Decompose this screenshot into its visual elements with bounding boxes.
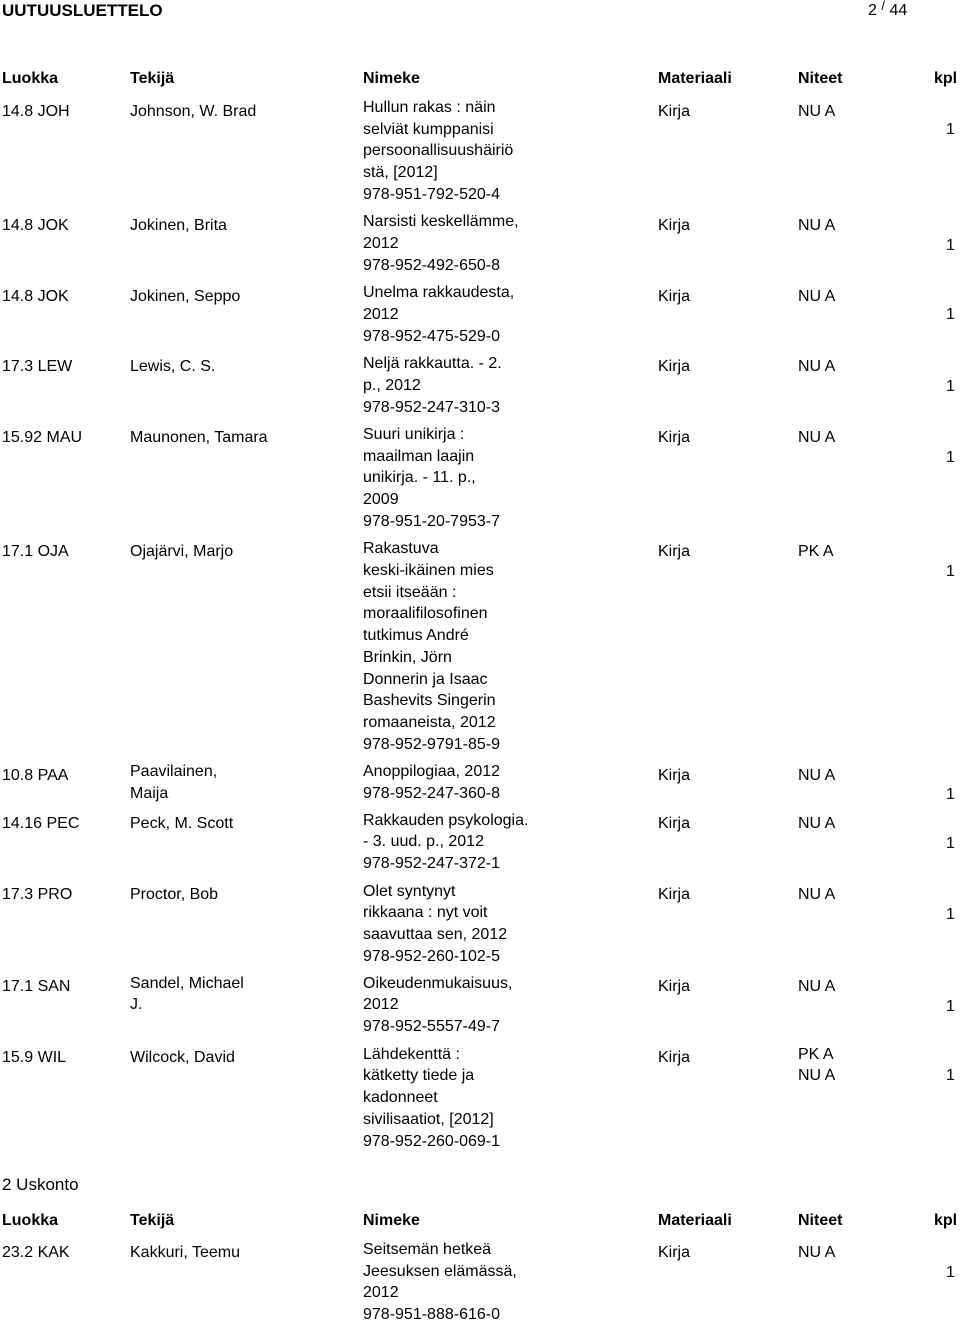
cell-nimeke: Hullun rakas : näin xyxy=(363,99,496,116)
cell-niteet: NU A xyxy=(798,217,836,234)
cell-niteet: NU A xyxy=(798,1244,836,1261)
cell-luokka: 14.16 PEC xyxy=(2,815,80,832)
page-separator: / xyxy=(881,0,885,13)
page-title: UUTUUSLUETTELO xyxy=(2,1,163,20)
cell-nimeke: Rakkauden psykologia. xyxy=(363,812,529,829)
cell-niteet: PK A xyxy=(798,543,834,560)
cell-tekija: Proctor, Bob xyxy=(130,886,219,903)
header-kpl: kpl xyxy=(934,1212,958,1229)
cell-nimeke: romaaneista, 2012 xyxy=(363,714,496,731)
cell-luokka: 14.8 JOK xyxy=(2,288,69,305)
cell-tekija: Lewis, C. S. xyxy=(130,358,216,375)
header-niteet: Niteet xyxy=(798,1212,843,1229)
cell-tekija: Peck, M. Scott xyxy=(130,815,234,832)
cell-materiaali: Kirja xyxy=(658,103,691,120)
header-niteet: Niteet xyxy=(798,70,843,87)
cell-luokka: 15.92 MAU xyxy=(2,429,83,446)
cell-luokka: 17.1 OJA xyxy=(2,543,69,560)
page-total: 44 xyxy=(889,2,908,19)
cell-luokka: 17.3 PRO xyxy=(2,886,73,903)
cell-isbn: 978-952-260-102-5 xyxy=(363,948,500,965)
cell-isbn: 978-952-247-310-3 xyxy=(363,399,500,416)
cell-nimeke: saavuttaa sen, 2012 xyxy=(363,926,508,943)
cell-tekija: J. xyxy=(130,996,143,1013)
cell-materiaali: Kirja xyxy=(658,288,691,305)
cell-materiaali: Kirja xyxy=(658,978,691,995)
header-nimeke: Nimeke xyxy=(363,1212,420,1229)
cell-isbn: 978-951-792-520-4 xyxy=(363,186,500,203)
cell-materiaali: Kirja xyxy=(658,767,691,784)
cell-kpl: 1 xyxy=(946,378,955,395)
cell-isbn: 978-952-475-529-0 xyxy=(363,328,500,345)
cell-nimeke: Olet syntynyt xyxy=(363,883,456,900)
header-nimeke: Nimeke xyxy=(363,70,420,87)
cell-tekija: Maunonen, Tamara xyxy=(130,429,268,446)
cell-materiaali: Kirja xyxy=(658,429,691,446)
cell-isbn: 978-952-247-360-8 xyxy=(363,785,500,802)
cell-tekija: Sandel, Michael xyxy=(130,975,244,992)
cell-isbn: 978-952-9791-85-9 xyxy=(363,736,500,753)
cell-tekija: Maija xyxy=(130,785,169,802)
cell-kpl: 1 xyxy=(946,449,955,466)
cell-nimeke: Suuri unikirja : xyxy=(363,426,465,443)
cell-nimeke: tutkimus André xyxy=(363,627,469,644)
page-current: 2 xyxy=(868,2,877,19)
cell-nimeke: Seitsemän hetkeä xyxy=(363,1241,492,1258)
cell-niteet: NU A xyxy=(798,288,836,305)
cell-niteet: NU A xyxy=(798,358,836,375)
header-materiaali: Materiaali xyxy=(658,1212,732,1229)
cell-luokka: 10.8 PAA xyxy=(2,767,69,784)
cell-nimeke: Lähdekenttä : xyxy=(363,1046,460,1063)
cell-materiaali: Kirja xyxy=(658,1244,691,1261)
cell-kpl: 1 xyxy=(946,121,955,138)
cell-nimeke: 2012 xyxy=(363,306,399,323)
header-tekija: Tekijä xyxy=(130,70,175,87)
cell-nimeke: Neljä rakkautta. - 2. xyxy=(363,355,502,372)
cell-nimeke: p., 2012 xyxy=(363,377,421,394)
cell-materiaali: Kirja xyxy=(658,358,691,375)
cell-nimeke: stä, [2012] xyxy=(363,164,438,181)
cell-luokka: 14.8 JOK xyxy=(2,217,69,234)
cell-nimeke: Unelma rakkaudesta, xyxy=(363,284,515,301)
cell-materiaali: Kirja xyxy=(658,886,691,903)
cell-nimeke: 2012 xyxy=(363,235,399,252)
cell-nimeke: 2012 xyxy=(363,996,399,1013)
cell-kpl: 1 xyxy=(946,1264,955,1281)
header-luokka: Luokka xyxy=(2,1212,59,1229)
cell-kpl: 1 xyxy=(946,998,955,1015)
cell-materiaali: Kirja xyxy=(658,217,691,234)
header-kpl: kpl xyxy=(934,70,958,87)
cell-luokka: 15.9 WIL xyxy=(2,1049,67,1066)
cell-nimeke: rikkaana : nyt voit xyxy=(363,904,488,921)
cell-nimeke: kadonneet xyxy=(363,1089,438,1106)
section-title: 2 Uskonto xyxy=(2,1175,79,1194)
cell-isbn: 978-951-888-616-0 xyxy=(363,1306,500,1323)
cell-luokka: 14.8 JOH xyxy=(2,103,70,120)
cell-nimeke: Narsisti keskellämme, xyxy=(363,213,519,230)
cell-kpl: 1 xyxy=(946,786,955,803)
cell-nimeke: moraalifilosofinen xyxy=(363,605,488,622)
page-number xyxy=(868,0,907,22)
cell-kpl: 1 xyxy=(946,906,955,923)
cell-kpl: 1 xyxy=(946,237,955,254)
cell-nimeke: selviät kumppanisi xyxy=(363,121,494,138)
cell-materiaali: Kirja xyxy=(658,543,691,560)
cell-nimeke: persoonallisuushäiriö xyxy=(363,142,514,159)
cell-niteet: NU A xyxy=(798,978,836,995)
cell-nimeke: Donnerin ja Isaac xyxy=(363,671,488,688)
cell-kpl: 1 xyxy=(946,306,955,323)
cell-niteet: NU A xyxy=(798,1067,836,1084)
cell-niteet: NU A xyxy=(798,103,836,120)
cell-tekija: Paavilainen, xyxy=(130,763,218,780)
cell-isbn: 978-952-260-069-1 xyxy=(363,1133,500,1150)
cell-tekija: Johnson, W. Brad xyxy=(130,103,257,120)
cell-nimeke: Rakastuva xyxy=(363,540,439,557)
cell-materiaali: Kirja xyxy=(658,815,691,832)
cell-niteet: PK A xyxy=(798,1046,834,1063)
cell-tekija: Wilcock, David xyxy=(130,1049,235,1066)
header-luokka: Luokka xyxy=(2,70,59,87)
cell-nimeke: keski-ikäinen mies xyxy=(363,562,494,579)
cell-isbn: 978-951-20-7953-7 xyxy=(363,513,500,530)
cell-nimeke: Oikeudenmukaisuus, xyxy=(363,975,513,992)
header-tekija: Tekijä xyxy=(130,1212,175,1229)
cell-nimeke: 2009 xyxy=(363,491,399,508)
cell-isbn: 978-952-5557-49-7 xyxy=(363,1018,500,1035)
cell-nimeke: Jeesuksen elämässä, xyxy=(363,1263,517,1280)
cell-nimeke: Anoppilogiaa, 2012 xyxy=(363,763,501,780)
cell-luokka: 17.1 SAN xyxy=(2,978,71,995)
cell-tekija: Jokinen, Seppo xyxy=(130,288,241,305)
cell-niteet: NU A xyxy=(798,815,836,832)
cell-kpl: 1 xyxy=(946,835,955,852)
cell-nimeke: Brinkin, Jörn xyxy=(363,649,452,666)
cell-luokka: 17.3 LEW xyxy=(2,358,73,375)
cell-materiaali: Kirja xyxy=(658,1049,691,1066)
cell-nimeke: etsii itseään : xyxy=(363,584,457,601)
cell-niteet: NU A xyxy=(798,767,836,784)
cell-kpl: 1 xyxy=(946,563,955,580)
cell-niteet: NU A xyxy=(798,886,836,903)
header-materiaali: Materiaali xyxy=(658,70,732,87)
cell-nimeke: - 3. uud. p., 2012 xyxy=(363,833,484,850)
cell-nimeke: kätketty tiede ja xyxy=(363,1067,475,1084)
cell-kpl: 1 xyxy=(946,1067,955,1084)
cell-tekija: Kakkuri, Teemu xyxy=(130,1244,240,1261)
cell-nimeke: 2012 xyxy=(363,1284,399,1301)
cell-nimeke: maailman laajin xyxy=(363,448,475,465)
cell-tekija: Ojajärvi, Marjo xyxy=(130,543,234,560)
cell-isbn: 978-952-247-372-1 xyxy=(363,855,500,872)
cell-luokka: 23.2 KAK xyxy=(2,1244,70,1261)
cell-tekija: Jokinen, Brita xyxy=(130,217,227,234)
cell-nimeke: Bashevits Singerin xyxy=(363,692,496,709)
cell-niteet: NU A xyxy=(798,429,836,446)
cell-nimeke: sivilisaatiot, [2012] xyxy=(363,1111,494,1128)
cell-nimeke: unikirja. - 11. p., xyxy=(363,469,476,486)
cell-isbn: 978-952-492-650-8 xyxy=(363,257,500,274)
